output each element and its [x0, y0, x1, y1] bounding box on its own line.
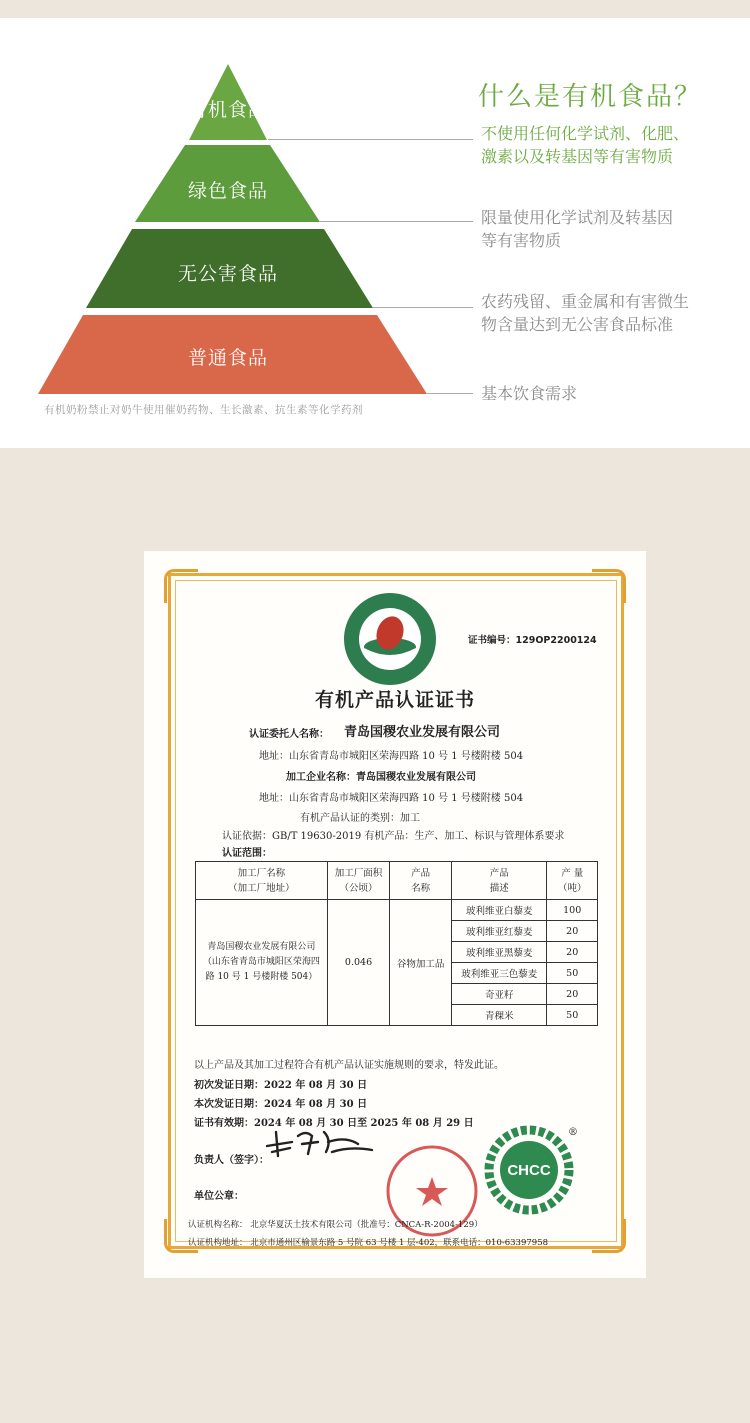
- green-description: 限量使用化学试剂及转基因 等有害物质: [481, 208, 674, 250]
- quantity-cell: 20: [547, 984, 598, 1005]
- leader-line: [268, 139, 473, 140]
- signer-label: 负责人（签字）：: [194, 1155, 269, 1166]
- tier-organic-label: 有机食品: [187, 99, 268, 121]
- factory-cell: 青岛国稷农业发展有限公司 （山东省青岛市城阳区荣海四 路 10 号 1 号楼附楼 504）: [196, 900, 328, 1026]
- issuing-body-name: 认证机构名称： 北京华夏沃土技术有限公司（批准号：CNCA-R-2004-129）: [188, 1220, 483, 1230]
- compliance-statement: 以上产品及其加工过程符合有机产品认证实施规则的要求，特发此证。: [194, 1060, 504, 1071]
- tier-green-label: 绿色食品: [187, 180, 268, 202]
- processor-name: 青岛国稷农业发展有限公司: [356, 772, 476, 783]
- ornament-corner: [164, 569, 198, 603]
- issuing-body-address: 认证机构地址： 北京市通州区榆景东路 5 号院 63 号楼 1 层-402，联系电话：010-63397958: [188, 1238, 549, 1248]
- leader-line: [373, 307, 473, 308]
- first-issue-date: 初次发证日期：2022 年 08 月 30 日: [194, 1080, 368, 1091]
- certificate-number: 证书编号：129OP2200124: [468, 635, 597, 646]
- product-desc-cell: 玻利维亚红藜麦: [452, 921, 547, 942]
- ornament-corner: [592, 569, 626, 603]
- product-desc-cell: 奇亚籽: [452, 984, 547, 1005]
- quantity-cell: 20: [547, 921, 598, 942]
- quantity-cell: 100: [547, 900, 598, 921]
- tier-ordinary-label: 普通食品: [187, 347, 268, 369]
- product-desc-cell: 青稞米: [452, 1005, 547, 1026]
- scope-table: [195, 861, 598, 1026]
- client-address: 地址：山东省青岛市城阳区荣海四路 10 号 1 号楼附楼 504: [259, 751, 524, 762]
- quantity-cell: 50: [547, 963, 598, 984]
- product-desc-cell: 玻利维亚黑藜麦: [452, 942, 547, 963]
- header-factory: 加工厂名称 （加工厂地址）: [196, 862, 328, 900]
- chcc-logo-text: CHCC: [507, 1162, 551, 1179]
- organic-food-infographic: [0, 18, 750, 448]
- pyramid-footnote: 有机奶粉禁止对奶牛使用催奶药物、生长激素、抗生素等化学药剂: [44, 404, 363, 416]
- product-desc-cell: 玻利维亚白藜麦: [452, 900, 547, 921]
- organic-product-logo: [342, 591, 438, 687]
- header-product-desc: 产品 描述: [452, 862, 547, 900]
- header-quantity: 产 量 （吨）: [547, 862, 598, 900]
- tier-pollution-free-label: 无公害食品: [177, 263, 278, 285]
- quantity-cell: 50: [547, 1005, 598, 1026]
- seal-label: 单位公章：: [194, 1191, 244, 1202]
- chcc-certification-logo: [484, 1125, 574, 1215]
- table-row: [196, 900, 598, 921]
- handwritten-signature: [262, 1122, 377, 1162]
- organic-description: 不使用任何化学试剂、化肥、 激素以及转基因等有害物质: [481, 124, 690, 166]
- this-issue-date: 本次发证日期：2024 年 08 月 30 日: [194, 1099, 368, 1110]
- area-cell: 0.046: [327, 900, 389, 1026]
- leader-line: [320, 221, 473, 222]
- organic-certificate: [144, 551, 646, 1278]
- client-label: 认证委托人名称：: [249, 729, 329, 740]
- certification-category: 有机产品认证的类别：加工: [300, 813, 420, 824]
- ornament-corner: [592, 1219, 626, 1253]
- processor-label: 加工企业名称：: [286, 772, 356, 783]
- certification-basis: 认证依据：GB/T 19630-2019 有机产品：生产、加工、标识与管理体系要求: [222, 831, 565, 842]
- validity-period: 证书有效期：2024 年 08 月 30 日至 2025 年 08 月 29 日: [194, 1118, 474, 1129]
- header-area: 加工厂面积 （公顷）: [327, 862, 389, 900]
- table-header-row: [196, 862, 598, 900]
- product-desc-cell: 玻利维亚三色藜麦: [452, 963, 547, 984]
- client-name: 青岛国稷农业发展有限公司: [344, 725, 501, 740]
- question-heading: 什么是有机食品？: [478, 82, 703, 112]
- certification-scope: 认证范围：: [222, 848, 272, 859]
- leader-line: [427, 393, 473, 394]
- header-product-name: 产品 名称: [390, 862, 452, 900]
- quantity-cell: 20: [547, 942, 598, 963]
- processor-address: 地址：山东省青岛市城阳区荣海四路 10 号 1 号楼附楼 504: [259, 793, 524, 804]
- pollution-free-description: 农药残留、重金属和有害微生 物含量达到无公害食品标准: [481, 292, 690, 334]
- product-name-cell: 谷物加工品: [390, 900, 452, 1026]
- registered-mark: ®: [568, 1127, 578, 1138]
- certificate-title: 有机产品认证证书: [314, 689, 475, 711]
- ordinary-description: 基本饮食需求: [481, 384, 578, 403]
